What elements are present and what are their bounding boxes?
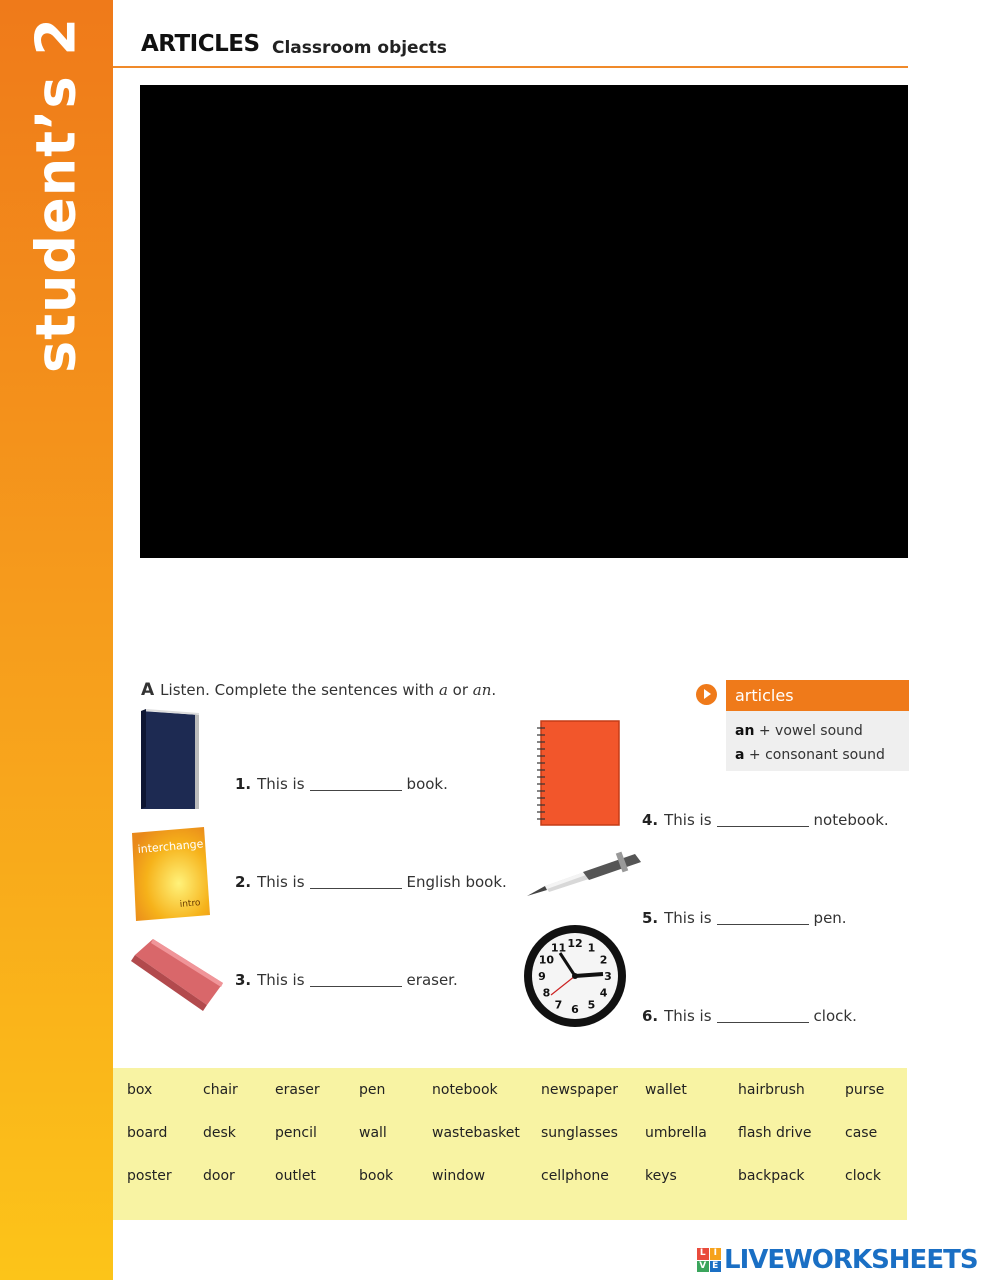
word-bank-item[interactable]: wall xyxy=(359,1125,387,1141)
articles-box-title: articles xyxy=(726,680,909,711)
logo-letter: V xyxy=(697,1261,709,1273)
answer-blank-2[interactable] xyxy=(310,872,402,889)
logo-text: LIVEWORKSHEETS xyxy=(724,1245,978,1275)
clock-numeral: 5 xyxy=(587,998,596,1012)
play-audio-icon[interactable] xyxy=(696,684,717,705)
sidebar-label: student’s 2 xyxy=(24,17,88,373)
articles-rule-a xyxy=(735,743,909,767)
book-image xyxy=(137,707,203,813)
sentence-number: 1. xyxy=(235,775,252,793)
video-player[interactable] xyxy=(140,85,908,558)
sentence-3 xyxy=(235,970,458,989)
clock-numeral: 11 xyxy=(550,941,567,955)
sentence-number: 5. xyxy=(642,909,659,927)
clock-numeral: 10 xyxy=(538,953,555,967)
word-bank-item[interactable]: clock xyxy=(845,1168,881,1184)
instruction-or: or xyxy=(447,681,473,699)
sentence-after: book. xyxy=(406,775,448,793)
word-bank-item[interactable]: umbrella xyxy=(645,1125,707,1141)
clock-numeral: 12 xyxy=(567,937,583,950)
word-bank-item[interactable]: box xyxy=(127,1082,153,1098)
clock-numeral: 8 xyxy=(542,986,551,1000)
rule-a-text: + consonant sound xyxy=(744,747,885,763)
page-subtitle: Classroom objects xyxy=(272,38,447,58)
sentence-before: This is xyxy=(664,1007,712,1025)
sentence-5 xyxy=(642,908,847,927)
word-bank-item[interactable]: sunglasses xyxy=(541,1125,618,1141)
word-bank-item[interactable]: wallet xyxy=(645,1082,687,1098)
answer-blank-1[interactable] xyxy=(310,774,402,791)
word-bank-item[interactable]: door xyxy=(203,1168,235,1184)
sentence-6 xyxy=(642,1006,857,1025)
notebook-image xyxy=(535,718,623,828)
sentence-1 xyxy=(235,774,448,793)
answer-blank-5[interactable] xyxy=(717,908,809,925)
sentence-after: clock. xyxy=(813,1007,857,1025)
clock-numeral: 6 xyxy=(571,1003,579,1016)
sentence-number: 2. xyxy=(235,873,252,891)
word-bank-item[interactable]: chair xyxy=(203,1082,238,1098)
word-bank-item[interactable]: flash drive xyxy=(738,1125,812,1141)
exercise-letter: A xyxy=(141,680,155,700)
liveworksheets-logo[interactable] xyxy=(697,1244,978,1276)
word-bank-item[interactable]: window xyxy=(432,1168,486,1184)
clock-numeral: 4 xyxy=(599,986,608,1000)
rule-a-key: a xyxy=(735,747,745,763)
clock-image xyxy=(521,923,629,1029)
sentence-number: 4. xyxy=(642,811,659,829)
page-title: ARTICLES xyxy=(141,31,260,57)
clock-numeral: 1 xyxy=(587,941,596,955)
sentence-after: pen. xyxy=(813,909,847,927)
instruction-period: . xyxy=(491,681,497,699)
word-bank-item[interactable]: eraser xyxy=(275,1082,320,1098)
word-bank-item[interactable]: notebook xyxy=(432,1082,498,1098)
clock-numeral: 3 xyxy=(604,970,612,983)
instruction-option-a: a xyxy=(438,681,448,699)
rule-an-text: + vowel sound xyxy=(754,723,863,739)
sentence-before: This is xyxy=(664,811,712,829)
word-bank-item[interactable]: pen xyxy=(359,1082,386,1098)
sentence-4 xyxy=(642,810,889,829)
sentence-after: eraser. xyxy=(406,971,458,989)
word-bank-item[interactable]: keys xyxy=(645,1168,677,1184)
sentence-2 xyxy=(235,872,507,891)
exercise-instruction xyxy=(141,680,496,700)
header-divider xyxy=(113,66,908,68)
word-bank-item[interactable]: purse xyxy=(845,1082,885,1098)
logo-letter: E xyxy=(710,1261,722,1273)
word-bank-item[interactable]: pencil xyxy=(275,1125,317,1141)
sentence-before: This is xyxy=(664,909,712,927)
sentence-number: 3. xyxy=(235,971,252,989)
word-bank-item[interactable]: cellphone xyxy=(541,1168,609,1184)
articles-box-body xyxy=(726,711,909,771)
eraser-image xyxy=(127,935,227,1015)
book-cover-brand: interchange xyxy=(137,837,204,856)
english-book-image xyxy=(128,825,214,923)
word-bank-item[interactable]: case xyxy=(845,1125,878,1141)
sentence-number: 6. xyxy=(642,1007,659,1025)
word-bank-item[interactable]: desk xyxy=(203,1125,236,1141)
articles-rule-an xyxy=(735,719,909,743)
word-bank-item[interactable]: board xyxy=(127,1125,168,1141)
word-bank-item[interactable]: book xyxy=(359,1168,394,1184)
sentence-before: This is xyxy=(257,971,305,989)
instruction-text: Listen. Complete the sentences with xyxy=(160,681,439,699)
rule-an-key: an xyxy=(735,723,755,739)
clock-numeral: 7 xyxy=(554,998,563,1012)
clock-numeral: 9 xyxy=(538,970,546,983)
answer-blank-3[interactable] xyxy=(310,970,402,987)
word-bank-item[interactable]: wastebasket xyxy=(432,1125,520,1141)
instruction-option-an: an xyxy=(472,681,492,699)
answer-blank-6[interactable] xyxy=(717,1006,809,1023)
logo-letter: L xyxy=(697,1248,709,1260)
word-bank-item[interactable]: hairbrush xyxy=(738,1082,805,1098)
book-cover-level: intro xyxy=(179,898,201,910)
sentence-after: English book. xyxy=(406,873,507,891)
word-bank-item[interactable]: newspaper xyxy=(541,1082,618,1098)
word-bank-item[interactable]: outlet xyxy=(275,1168,316,1184)
sentence-before: This is xyxy=(257,873,305,891)
sentence-after: notebook. xyxy=(813,811,889,829)
pen-image xyxy=(523,850,645,902)
word-bank xyxy=(113,1068,907,1220)
sidebar-banner xyxy=(0,0,113,1280)
logo-letter: I xyxy=(710,1248,722,1260)
sentence-before: This is xyxy=(257,775,305,793)
answer-blank-4[interactable] xyxy=(717,810,809,827)
word-bank-item[interactable]: backpack xyxy=(738,1168,805,1184)
word-bank-item[interactable]: poster xyxy=(127,1168,172,1184)
logo-mark-icon xyxy=(697,1248,721,1272)
clock-numeral: 2 xyxy=(599,953,608,967)
